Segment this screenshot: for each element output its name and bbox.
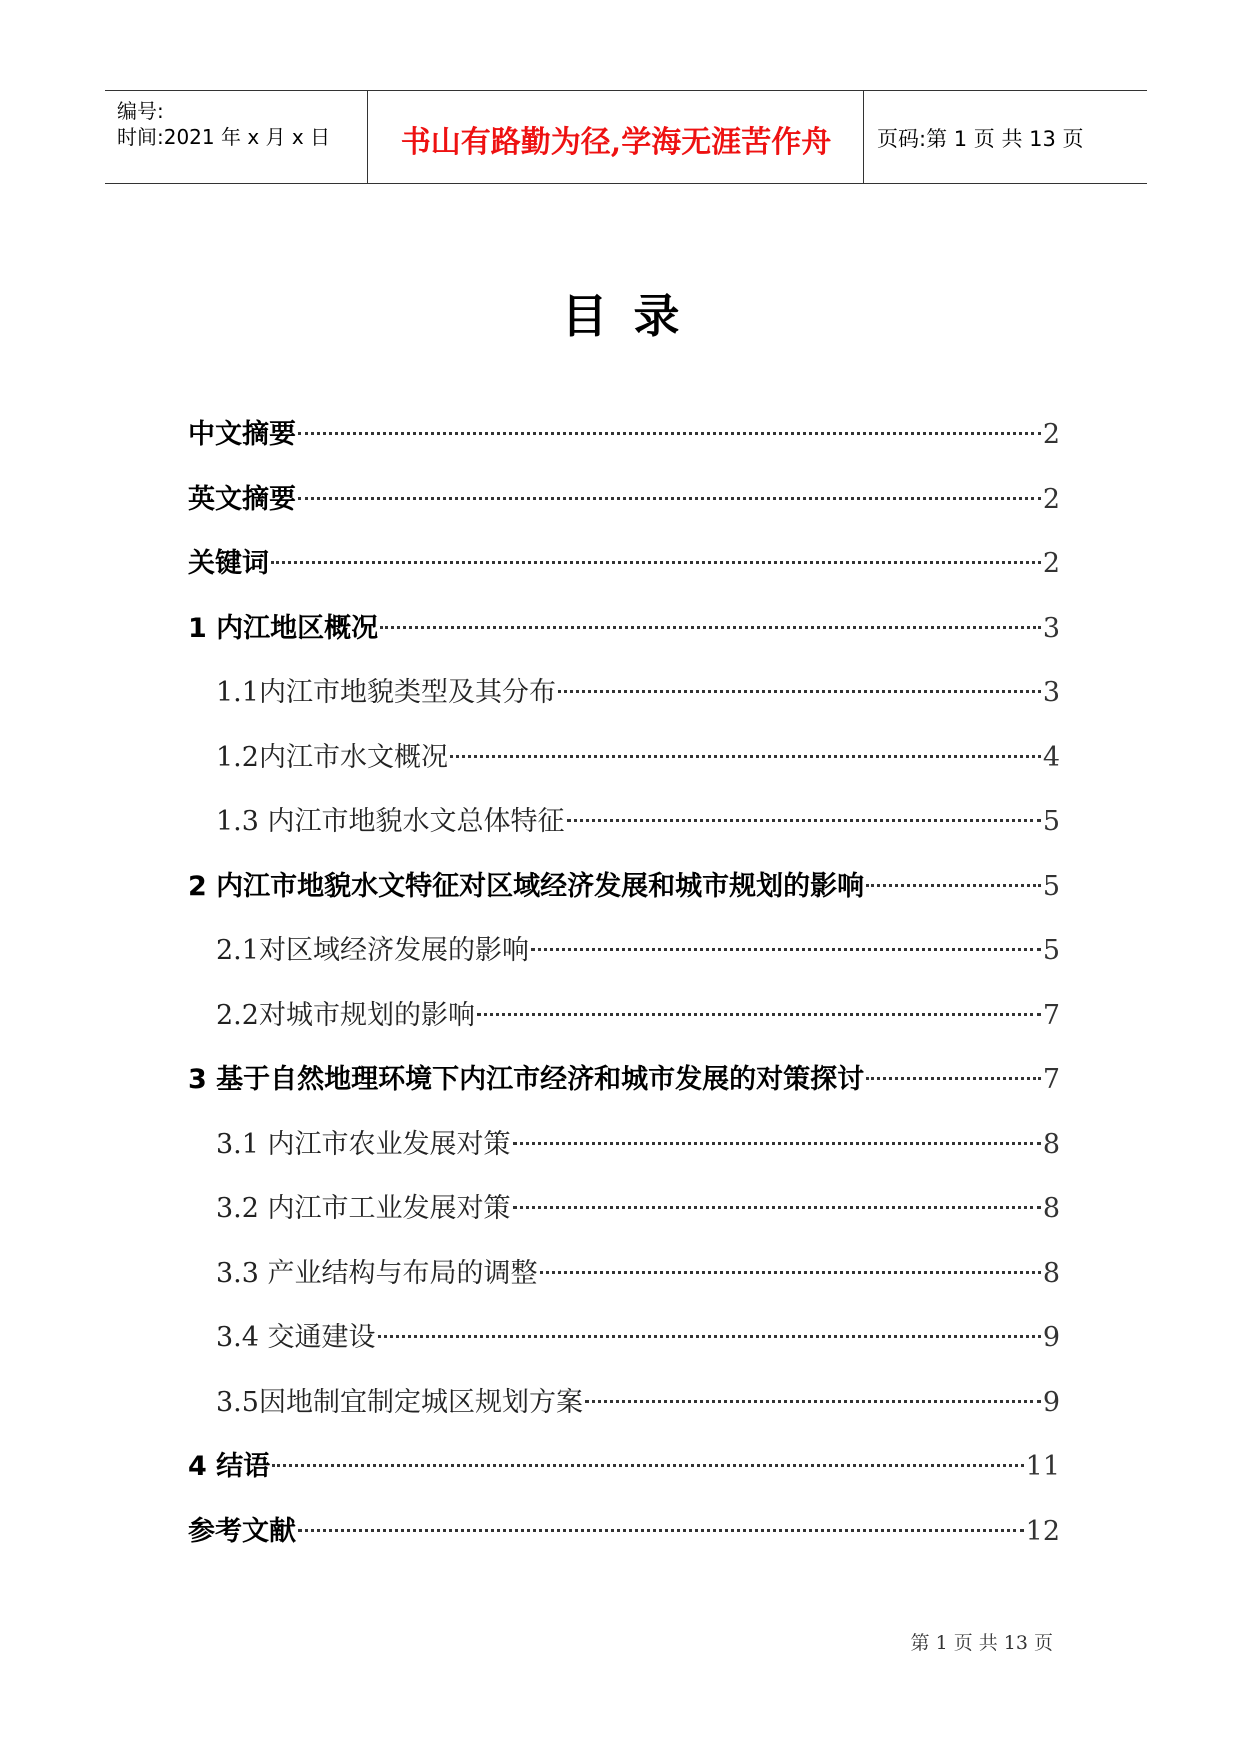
toc-entry[interactable] [188,1444,1060,1484]
header-page-cell [865,91,1147,183]
toc-entry[interactable] [216,1186,1060,1226]
toc-dot-leader [513,1206,1041,1209]
toc-entry[interactable] [188,541,1060,581]
header-meta [105,91,368,183]
toc-entry-page: 8 [1042,1193,1060,1224]
toc-entry-page: 3 [1042,612,1060,644]
toc-entry-page: 11 [1025,1451,1060,1482]
toc-dot-leader [866,884,1041,887]
toc-entry[interactable] [188,1057,1060,1097]
toc-dot-leader [298,1529,1024,1532]
toc-entry-label: 3.4 交通建设 [216,1322,376,1353]
toc-entry-page: 9 [1042,1386,1060,1418]
time-label: 时间:2021 年 x 月 x 日 [117,125,331,149]
toc-dot-leader [298,432,1041,435]
toc-entry-label: 2.1对区域经济发展的影响 [216,935,529,966]
toc-entry[interactable] [216,928,1060,968]
toc-entry-page: 8 [1042,1257,1060,1289]
toc-entry-page: 5 [1042,870,1060,902]
toc-entry[interactable] [216,993,1060,1033]
page-header [105,90,1147,184]
toc-dot-leader [298,497,1041,500]
toc-entry-label: 中文摘要 [188,419,296,450]
toc-entry[interactable] [216,735,1060,775]
toc-entry-label: 4 结语 [188,1451,271,1482]
toc-dot-leader [380,626,1041,629]
toc-entry[interactable] [216,1251,1060,1291]
toc-entry-page: 5 [1042,935,1060,966]
toc-entry-page: 2 [1042,483,1060,515]
toc-entry[interactable] [216,1380,1060,1420]
toc-entry[interactable] [188,412,1060,452]
toc-dot-leader [558,690,1041,693]
toc-entry-page: 9 [1042,1322,1060,1353]
header-motto: 书山有路勤为径,学海无涯苦作舟 [400,125,832,160]
toc-entry-label: 3.1 内江市农业发展对策 [216,1128,511,1160]
toc-entry-label: 1.2内江市水文概况 [216,741,448,773]
toc-dot-leader [450,755,1041,758]
toc-dot-leader [531,948,1041,951]
toc-dot-leader [272,1464,1023,1467]
toc-entry[interactable] [216,799,1060,839]
toc-entry-page: 8 [1042,1128,1060,1160]
toc-entry-label: 3.5因地制宜制定城区规划方案 [216,1386,583,1418]
toc-entry-label: 3.3 产业结构与布局的调整 [216,1257,538,1289]
toc-entry-label: 英文摘要 [188,483,296,515]
toc-dot-leader [567,819,1041,822]
toc-entry[interactable] [216,670,1060,710]
toc-dot-leader [866,1077,1041,1080]
toc-entry-page: 7 [1042,1064,1060,1095]
toc-entry-label: 关键词 [188,548,269,579]
toc-dot-leader [513,1142,1041,1145]
toc-entry[interactable] [188,864,1060,904]
header-page-info: 页码:第 1 页 共 13 页 [877,127,1084,151]
toc-entry-label: 1.3 内江市地貌水文总体特征 [216,806,565,837]
toc-entry-page: 2 [1042,548,1060,579]
toc-dot-leader [540,1271,1041,1274]
toc-entry-label: 1 内江地区概况 [188,612,379,644]
toc-entry[interactable] [216,1315,1060,1355]
toc-entry-page: 3 [1042,677,1060,708]
header-motto-cell [369,91,864,183]
toc-entry-label: 3.2 内江市工业发展对策 [216,1193,511,1224]
toc-dot-leader [585,1400,1041,1403]
toc-dot-leader [378,1335,1041,1338]
toc-entry-page: 7 [1042,999,1060,1031]
toc-entry[interactable] [188,606,1060,646]
toc-entry-label: 3 基于自然地理环境下内江市经济和城市发展的对策探讨 [188,1064,865,1095]
page-title: 目录 [561,289,706,343]
toc-entry-label: 参考文献 [188,1515,296,1547]
toc-entry-page: 5 [1042,806,1060,837]
toc-dot-leader [477,1013,1041,1016]
toc-entry[interactable] [188,1509,1060,1549]
toc-entry-page: 2 [1042,419,1060,450]
number-label: 编号: [117,99,164,123]
toc-entry-label: 1.1内江市地貌类型及其分布 [216,677,556,708]
toc-dot-leader [271,561,1041,564]
toc-entry-page: 12 [1025,1515,1060,1547]
toc-entry-label: 2.2对城市规划的影响 [216,999,475,1031]
toc-entry-page: 4 [1042,741,1060,773]
toc-entry[interactable] [188,477,1060,517]
toc-entry[interactable] [216,1122,1060,1162]
page-footer: 第 1 页 共 13 页 [910,1632,1053,1654]
toc-entry-label: 2 内江市地貌水文特征对区域经济发展和城市规划的影响 [188,870,865,902]
